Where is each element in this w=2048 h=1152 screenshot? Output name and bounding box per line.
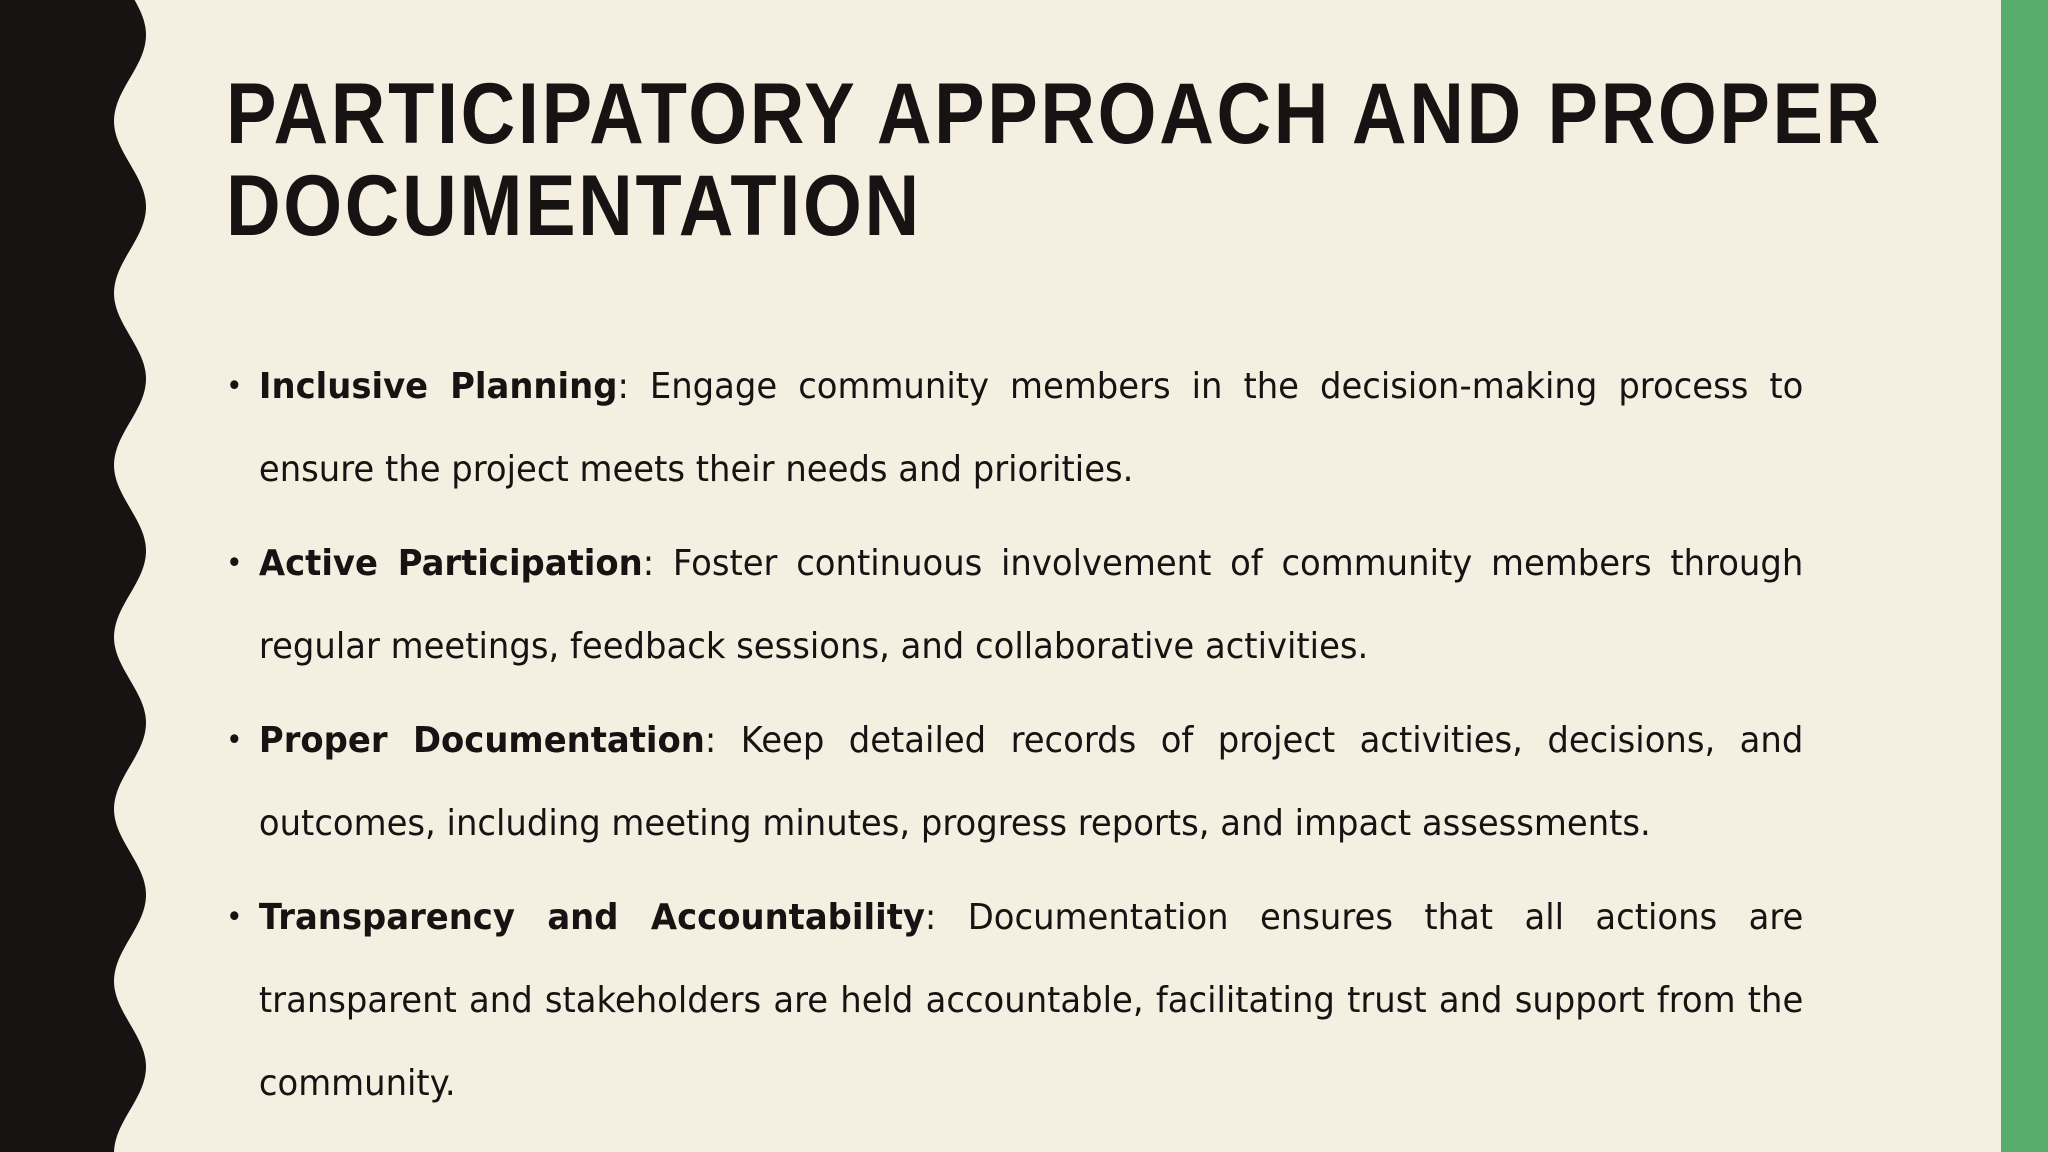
bullet-list (226, 345, 1803, 1136)
slide-title (226, 66, 1883, 254)
bullet-text: : Engage community members in the decision-making process to ensure the project meets their needs and priorities. (258, 366, 1804, 490)
wave-shape (0, 0, 146, 1152)
wavy-left-border (0, 0, 160, 1152)
bullet-icon: • (226, 546, 243, 581)
bullet-term: Inclusive Planning (258, 366, 618, 407)
bullet-term: Transparency and Accountability (258, 897, 925, 938)
right-accent-bar (2001, 0, 2048, 1152)
bullet-text: : Keep detailed records of project activities, decisions, and outcomes, including meeting minutes, progress reports, and impact assessments. (258, 720, 1804, 844)
bullet-text: : Foster continuous involvement of community members through regular meetings, feedback sessions, and collaborative activities. (258, 543, 1804, 667)
bullet-icon: • (226, 369, 243, 404)
bullet-term: Proper Documentation (258, 720, 705, 761)
bullet-item-transparency-accountability (226, 876, 1803, 1125)
bullet-item-inclusive-planning (226, 345, 1803, 511)
bullet-item-active-participation (226, 522, 1803, 688)
bullet-text: : Documentation ensures that all actions are transparent and stakeholders are held accountable, facilitating trust and support from the community. (258, 897, 1804, 1104)
bullet-term: Active Participation (258, 543, 643, 584)
bullet-icon: • (226, 723, 243, 758)
bullet-icon: • (226, 900, 243, 935)
bullet-item-proper-documentation (226, 699, 1803, 865)
title-line-2: DOCUMENTATION (226, 158, 922, 254)
title-line-1: PARTICIPATORY APPROACH AND PROPER (226, 66, 1883, 162)
